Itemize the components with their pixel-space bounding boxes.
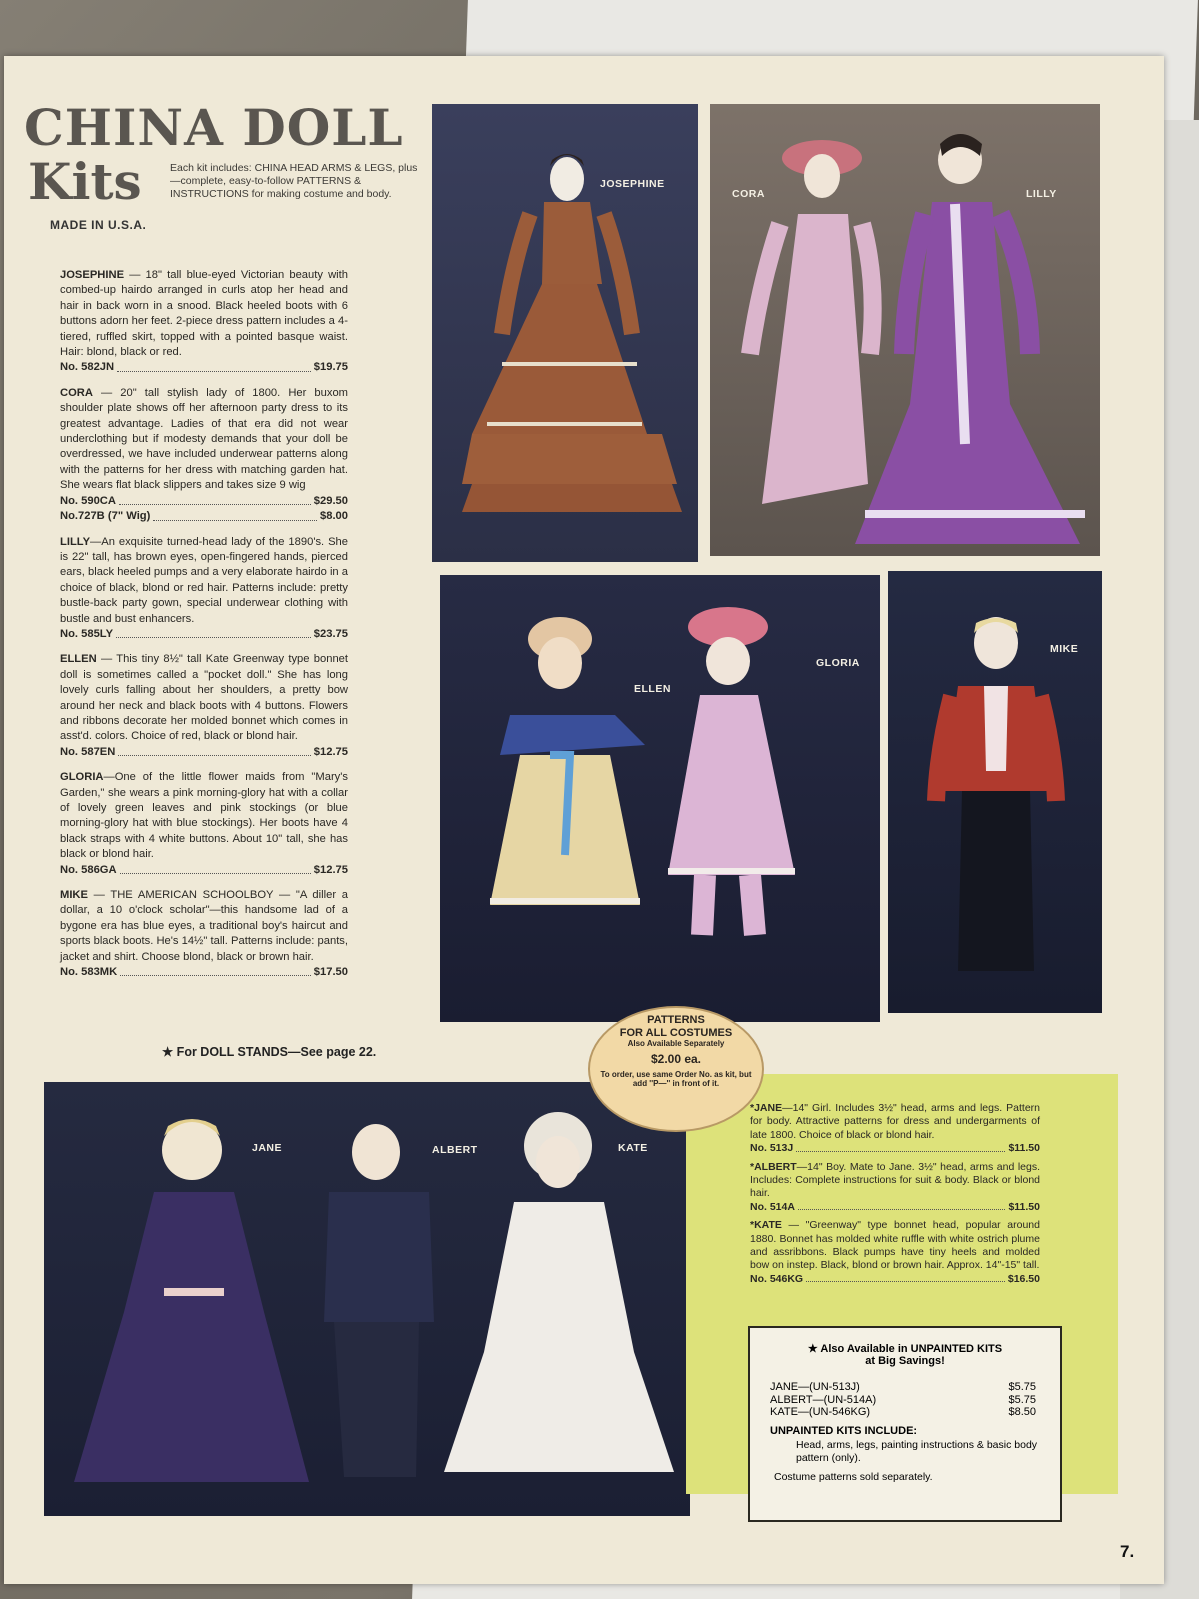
price-line — [60, 627, 348, 642]
label-ellen: ELLEN — [634, 683, 671, 695]
photo-ellen-gloria — [440, 575, 880, 1022]
doll-name: JOSEPHINE — [60, 269, 125, 281]
order-number: No. 590CA — [60, 494, 116, 507]
desc-josephine — [60, 268, 348, 376]
doll-text: — This tiny 8½" tall Kate Greenway type bonnet doll is sometimes called a "pocket doll." She has long lovely curls falling about her shoulders, a pretty bow around her neck and black boots with 4 buttons. Flowers and ribbons decorate her molded bonnet which comes in asst'd. colors. Choice of red, black or blond hair. — [60, 653, 348, 743]
doll-name: LILLY — [60, 535, 91, 548]
unpainted-price: $8.50 — [1008, 1406, 1036, 1418]
doll-text: —14" Girl. Includes 3½" head, arms and legs. Pattern for body. Attractive patterns for dress and undergarments of late 1800. Choice of black or blond hair. — [750, 1102, 1040, 1141]
unpainted-item: KATE—(UN-546KG) — [770, 1406, 871, 1418]
price-line — [60, 745, 348, 760]
unpainted-includes-heading: UNPAINTED KITS INCLUDE: — [770, 1424, 918, 1437]
order-number: No. 582JN — [60, 361, 115, 374]
catalog-page — [4, 56, 1164, 1584]
unpainted-heading: ★ Also Available in UNPAINTED KITS — [807, 1343, 1003, 1355]
order-number: No. 546KG — [750, 1272, 804, 1285]
doll-name: MIKE — [60, 889, 88, 902]
price: $12.75 — [313, 863, 348, 876]
price-line — [750, 1142, 1040, 1155]
price: $19.75 — [313, 361, 348, 374]
price-line — [60, 360, 348, 375]
doll-name: *ALBERT — [750, 1160, 797, 1173]
mike-doll-illustration — [888, 571, 1102, 1013]
price-line-wig — [60, 509, 348, 524]
label-kate: KATE — [618, 1142, 648, 1154]
page-title-kits: Kits — [28, 152, 142, 211]
unpainted-row — [770, 1406, 1036, 1419]
price: $29.50 — [313, 494, 348, 507]
photo-jane-albert-kate — [44, 1082, 690, 1516]
unpainted-row — [770, 1394, 1036, 1407]
doll-name: ELLEN — [60, 653, 97, 666]
desc-kate — [750, 1219, 1040, 1286]
desc-gloria — [60, 770, 348, 878]
order-number: No. 583MK — [60, 966, 118, 979]
price: $11.50 — [1008, 1200, 1040, 1213]
label-cora: CORA — [732, 188, 765, 200]
patterns-badge — [588, 1006, 764, 1132]
boy-girl-kit-descriptions — [750, 1102, 1040, 1291]
page-number: 7. — [1120, 1542, 1135, 1561]
price-line — [60, 965, 348, 980]
order-number: No. 586GA — [60, 863, 117, 876]
unpainted-price: $5.75 — [1008, 1393, 1036, 1406]
price: $16.50 — [1007, 1272, 1040, 1285]
photo-mike — [888, 571, 1102, 1013]
unpainted-kits-box — [748, 1326, 1062, 1522]
doll-text: — 20" tall stylish lady of 1800. Her buxom shoulder plate shows off her afternoon party dress to its greatest advantage. Ladies of that era did not wear underclothing but if modesty demands that your doll be overdressed, we have included underwear patterns along with the patterns for her dress with matching garden hat. She wears flat black slippers and takes size 9 wig — [60, 386, 348, 492]
unpainted-includes-text: Head, arms, legs, painting instructions & basic body pattern (only). — [796, 1438, 1038, 1464]
price-line — [60, 863, 348, 878]
badge-price: $2.00 ea. — [650, 1052, 702, 1066]
badge-line1: PATTERNS — [647, 1014, 705, 1026]
page-title: CHINA DOLL — [24, 98, 404, 157]
doll-name: *KATE — [750, 1219, 782, 1232]
unpainted-subheading: at Big Savings! — [865, 1355, 945, 1367]
price-line — [750, 1201, 1040, 1214]
doll-text: —One of the little flower maids from "Mary's Garden," she wears a pink morning-glory hat with a collar of lovely green leaves and pink stockings (or blue morning-glory hat with blue stockings). Her boots have 4 black straps with 4 white buttons. About 10" tall, she has black or blond hair. — [60, 771, 348, 861]
desc-lilly — [60, 535, 348, 643]
badge-line2: FOR ALL COSTUMES — [619, 1027, 733, 1039]
doll-descriptions — [60, 268, 348, 990]
price-line — [750, 1273, 1040, 1286]
ellen-gloria-illustration — [440, 575, 880, 1022]
price: $17.50 — [313, 966, 348, 979]
price: $23.75 — [313, 627, 348, 640]
label-mike: MIKE — [1050, 643, 1079, 655]
jane-albert-kate-illustration — [44, 1082, 690, 1516]
order-number: No.727B (7" Wig) — [60, 510, 151, 523]
doll-stands-note: ★ For DOLL STANDS—See page 22. — [162, 1045, 377, 1059]
made-in-label: MADE IN U.S.A. — [50, 218, 147, 232]
badge-order-note: To order, use same Order No. as kit, but add ''P—'' in front of it. — [600, 1070, 752, 1088]
badge-line3: Also Available Separately — [627, 1039, 725, 1048]
order-number: No. 587EN — [60, 745, 116, 758]
desc-jane — [750, 1102, 1040, 1156]
label-lilly: LILLY — [1026, 188, 1057, 200]
doll-text: —14" Boy. Mate to Jane. 3½" head, arms and legs. Includes: Complete instructions for suit & body. Black or blond hair. — [750, 1160, 1040, 1200]
unpainted-price: $5.75 — [1008, 1381, 1036, 1393]
desc-mike — [60, 888, 348, 980]
label-josephine: JOSEPHINE — [600, 178, 665, 190]
price-line — [60, 494, 348, 509]
doll-name: GLORIA — [60, 771, 104, 784]
kit-intro-text: Each kit includes: CHINA HEAD ARMS & LEGS, plus—complete, easy-to-follow PATTERNS & INSTRUCTIONS for making costume and body. — [170, 162, 418, 200]
doll-text: —An exquisite turned-head lady of the 1890's. She is 22" tall, has brown eyes, open-fingered hands, pierced ears, black heeled pumps and a very elaborate hairdo in a choice of black, blond or red hair. Patterns include: pretty bustle-back party gown, special underwear clothing with bustle and bust enhancers. — [60, 535, 348, 625]
doll-name: CORA — [60, 386, 93, 399]
desc-ellen — [60, 652, 348, 760]
desc-albert — [750, 1161, 1040, 1215]
boy-girl-kits-panel — [686, 1074, 1118, 1494]
photo-josephine — [432, 104, 698, 562]
unpainted-price-list — [770, 1381, 1036, 1419]
unpainted-row — [770, 1381, 1036, 1394]
price: $8.00 — [320, 510, 348, 523]
order-number: No. 585LY — [60, 627, 114, 640]
cora-lilly-illustration — [710, 104, 1100, 556]
doll-text: — THE AMERICAN SCHOOLBOY — "A diller a dollar, a 10 o'clock scholar"—this handsome lad of a bygone era has blue eyes, a traditional boy's haircut and sports black boots. He's 14½" tall. Patterns include: pants, jacket and shirt. Choose blond, black or brown hair. — [60, 889, 348, 963]
unpainted-item: JANE—(UN-513J) — [770, 1381, 860, 1393]
price: $12.75 — [313, 745, 348, 758]
order-number: No. 514A — [750, 1200, 795, 1213]
label-albert: ALBERT — [432, 1144, 478, 1156]
desc-cora — [60, 386, 348, 525]
price: $11.50 — [1008, 1142, 1040, 1155]
doll-text: — 18" tall blue-eyed Victorian beauty with combed-up hairdo arranged in curls atop her head and hair in back worn in a snood. Black heeled boots with 6 buttons adorn her feet. 2-piece dress pattern includes a 4-tiered, ruffled skirt, topped with a pointed basque waist. Hair: blond, black or red. — [60, 269, 348, 359]
josephine-doll-illustration — [432, 104, 698, 562]
doll-name: *JANE — [750, 1102, 783, 1114]
photo-cora-lilly — [710, 104, 1100, 556]
doll-text: — "Greenway" type bonnet head, popular around 1880. Bonnet has molded white ruffle with white ostrich plume and assribbons. Black pumps have tiny heels and molded bow on instep. Black, blond or brown hair. Approx. 14"-15" tall. — [750, 1219, 1040, 1272]
unpainted-item: ALBERT—(UN-514A) — [770, 1393, 877, 1406]
label-gloria: GLORIA — [816, 657, 860, 669]
patterns-separately-note: Costume patterns sold separately. — [774, 1470, 933, 1483]
order-number: No. 513J — [750, 1142, 794, 1155]
label-jane: JANE — [252, 1142, 283, 1154]
